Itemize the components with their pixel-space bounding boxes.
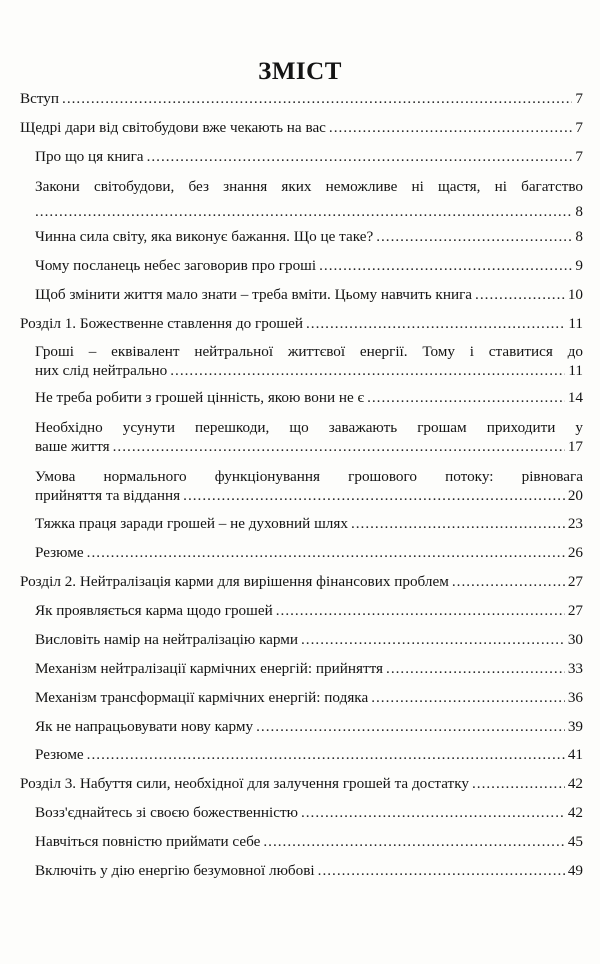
toc-page-number: 45 <box>567 833 583 850</box>
toc-entry <box>35 803 583 822</box>
toc-entry <box>20 314 583 333</box>
toc-page-number: 20 <box>567 487 583 504</box>
toc-entry <box>35 543 583 562</box>
leader-dots <box>87 543 565 562</box>
toc-entry <box>35 688 583 707</box>
leader-dots <box>318 861 565 880</box>
toc-entry-title: Возз'єднайтесь зі своєю божественністю <box>35 804 298 821</box>
toc-entry <box>35 745 583 764</box>
leader-dots <box>376 227 572 246</box>
leader-dots <box>475 285 565 304</box>
leader-dots <box>452 572 565 591</box>
toc-entry <box>20 774 583 793</box>
toc-page-number: 11 <box>568 362 583 379</box>
leader-dots <box>113 437 565 456</box>
leader-dots <box>183 486 565 505</box>
toc-page-number: 33 <box>567 660 583 677</box>
toc-page-number: 10 <box>567 286 583 303</box>
toc-entry <box>35 256 583 275</box>
leader-dots <box>386 659 565 678</box>
toc-entry-title: Розділ 1. Божественне ставлення до грошей <box>20 315 303 332</box>
toc-entry <box>35 418 583 456</box>
toc-page-number: 41 <box>567 746 583 763</box>
toc-entry-title: Механізм нейтралізації кармічних енергій: прийняття <box>35 660 384 677</box>
leader-dots <box>329 118 572 137</box>
toc-entry <box>35 285 583 304</box>
toc-entry-title: Включіть у дію енергію безумовної любові <box>35 862 315 879</box>
toc-entry-title: Умова нормального функціонування грошового потоку: рівновага <box>35 468 583 485</box>
toc-page-number: 8 <box>575 203 583 220</box>
toc-entry-title: Як не напрацьовувати нову карму <box>35 718 254 735</box>
toc-page-number: 30 <box>567 631 583 648</box>
toc-page-number: 42 <box>567 775 583 792</box>
leader-dots <box>62 89 572 108</box>
toc-entry <box>35 342 583 380</box>
toc-entry <box>20 89 583 108</box>
toc-page-number: 49 <box>567 862 583 879</box>
toc-entry-title: Розділ 3. Набуття сили, необхідної для залучення грошей та достатку <box>20 775 469 792</box>
toc-page-number: 7 <box>575 148 583 165</box>
leader-dots <box>351 514 565 533</box>
toc-entry <box>35 861 583 880</box>
toc-entry-title: Необхідно усунути перешкоди, що заважають грошам приходити у <box>35 419 583 436</box>
leader-dots <box>35 202 572 221</box>
toc-entry <box>35 147 583 166</box>
leader-dots <box>367 388 565 407</box>
toc-page-number: 26 <box>567 544 583 561</box>
toc-page-number: 23 <box>567 515 583 532</box>
toc-page-number: 7 <box>575 119 583 136</box>
toc-entry-title: Як проявляється карма щодо грошей <box>35 602 273 619</box>
toc-entry <box>35 467 583 505</box>
leader-dots <box>256 717 565 736</box>
toc-entry-title: Вступ <box>20 90 60 107</box>
toc-entry-title: Щоб змінити життя мало знати – треба вміти. Цьому навчить книга <box>35 286 473 303</box>
toc-entry <box>35 227 583 246</box>
toc-entry-title-cont: прийняття та віддання <box>35 487 181 504</box>
toc-page-number: 11 <box>568 315 583 332</box>
toc-page-number: 9 <box>575 257 583 274</box>
toc-page-number: 17 <box>567 438 583 455</box>
toc-entry <box>35 601 583 620</box>
toc-entry-title: Закони світобудови, без знання яких неможливе ні щастя, ні багатство <box>35 178 583 195</box>
toc-page-number: 27 <box>567 573 583 590</box>
toc-entry-title: Висловіть намір на нейтралізацію карми <box>35 631 298 648</box>
leader-dots <box>87 745 565 764</box>
toc-entry-title-cont: них слід нейтрально <box>35 362 168 379</box>
leader-dots <box>371 688 565 707</box>
toc-entry-title: Механізм трансформації кармічних енергій: подяка <box>35 689 369 706</box>
toc-page-number: 39 <box>567 718 583 735</box>
toc-entry-title: Розділ 2. Нейтралізація карми для вирішення фінансових проблем <box>20 573 449 590</box>
leader-dots <box>319 256 572 275</box>
toc-entry <box>35 832 583 851</box>
toc-page-number: 14 <box>567 389 583 406</box>
toc-entry <box>20 572 583 591</box>
toc-entry <box>20 118 583 137</box>
leader-dots <box>301 803 565 822</box>
toc-page-number: 36 <box>567 689 583 706</box>
toc-entry <box>35 717 583 736</box>
leader-dots <box>472 774 565 793</box>
toc-entry <box>35 177 583 221</box>
toc-entry-title: Навчіться повністю приймати себе <box>35 833 261 850</box>
toc-entry-title: Щедрі дари від світобудови вже чекають на вас <box>20 119 326 136</box>
leader-dots <box>306 314 565 333</box>
toc-entry <box>35 514 583 533</box>
leader-dots <box>170 361 565 380</box>
page-title: ЗМІСТ <box>258 58 342 85</box>
toc-entry-title: Чому посланець небес заговорив про гроші <box>35 257 317 274</box>
leader-dots <box>147 147 573 166</box>
leader-dots <box>263 832 564 851</box>
toc-entry-title: Резюме <box>35 746 84 763</box>
toc-entry <box>35 659 583 678</box>
toc-page-number: 27 <box>567 602 583 619</box>
toc-entry <box>35 388 583 407</box>
toc-entry-title-cont: ваше життя <box>35 438 110 455</box>
toc-entry-title: Про що ця книга <box>35 148 144 165</box>
toc-entry-title: Резюме <box>35 544 84 561</box>
toc-entry-title: Гроші – еквівалент нейтральної життєвої енергії. Тому і ставитися до <box>35 343 583 360</box>
toc-page-number: 7 <box>575 90 583 107</box>
toc-entry <box>35 630 583 649</box>
toc-page-number: 8 <box>575 228 583 245</box>
leader-dots <box>276 601 565 620</box>
toc-entry-title: Тяжка праця заради грошей – не духовний шлях <box>35 515 348 532</box>
toc-page-number: 42 <box>567 804 583 821</box>
leader-dots <box>301 630 565 649</box>
toc-entry-title: Не треба робити з грошей цінність, якою вони не є <box>35 389 365 406</box>
toc-entry-title: Чинна сила світу, яка виконує бажання. Що це таке? <box>35 228 374 245</box>
